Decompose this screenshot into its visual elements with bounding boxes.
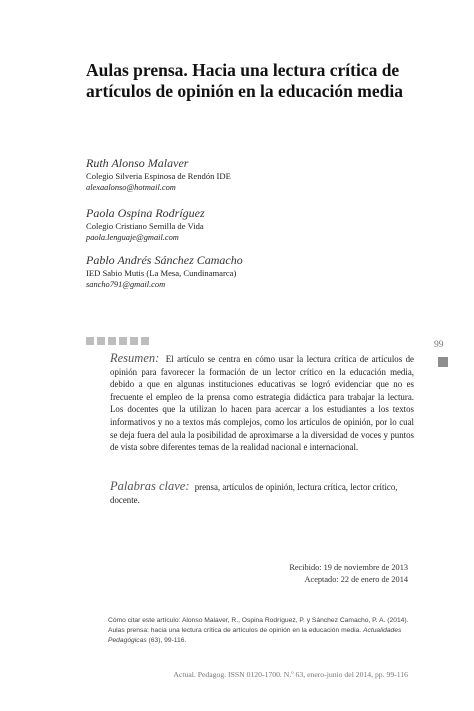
citation-suffix: (63), 99-116. [148, 637, 187, 644]
keywords [110, 480, 414, 507]
author-affiliation: Colegio Cristiano Semilla de Vida [86, 221, 204, 231]
author-block [86, 206, 416, 244]
keywords-text: prensa, artículos de opinión, lectura crítica, lector crítico, docente. [110, 482, 398, 505]
received-date: Recibido: 19 de noviembre de 2013 [289, 563, 408, 572]
journal-footer: Actual. Pedagog. ISSN 0120-1700. N.º 63, enero-junio del 2014, pp. 99-116 [173, 670, 408, 679]
citation-journal: Actualidades Pedagógicas [108, 627, 402, 644]
author-affiliation: Colegio Silveria Espinosa de Rendón IDE [86, 171, 231, 181]
decorative-square [119, 337, 127, 345]
citation-note [108, 616, 418, 646]
author-email: paola.lenguaje@gmail.com [86, 233, 179, 242]
accepted-date: Aceptado: 22 de enero de 2014 [304, 575, 408, 584]
author-name: Pablo Andrés Sánchez Camacho [86, 253, 243, 267]
article-title: Aulas prensa. Hacia una lectura crítica de artículos de opinión en la educación media [86, 60, 403, 101]
decorative-square [108, 337, 116, 345]
author-email: sancho791@gmail.com [86, 280, 166, 289]
author-name: Ruth Alonso Malaver [86, 156, 189, 170]
decorative-square [141, 337, 149, 345]
decorative-squares [86, 337, 149, 345]
decorative-square [86, 337, 94, 345]
abstract-label: Resumen: [110, 351, 160, 365]
decorative-square [130, 337, 138, 345]
decorative-square [97, 337, 105, 345]
abstract-text: El artículo se centra en cómo usar la lectura crítica de artículos de opinión para favorecer la formación de un lector crítico en la educación media, debido a que en algunas instituciones educativas se logró evidenciar que no es frecuente el empleo de la prensa como estrategia didáctica para trabajar la lectura. Los docentes que la utilizan lo hacen para acercar a los estudiantes a los textos informativos y no a textos más complejos, como los artículos de opinión, por lo cual se deja fuera del aula la posibilidad de aproximarse a la diversidad de voces y puntos de vista sobre diferentes temas de la realidad nacional e internacional. [110, 354, 415, 453]
article-dates [289, 562, 408, 586]
author-name: Paola Ospina Rodríguez [86, 206, 205, 220]
author-email: alexaalonso@hotmail.com [86, 183, 176, 192]
keywords-label: Palabras clave: [110, 479, 190, 493]
citation-prefix: Cómo citar este artículo: Alonso Malaver, R., Ospina Rodríguez, P. y Sánchez Camacho, P. A. (2014). Aulas prensa: hacia una lectura crítica de artículos de opinión en la educación media. [108, 617, 409, 634]
page-number: 99 [434, 340, 444, 350]
author-affiliation: IED Sabio Mutis (La Mesa, Cundinamarca) [86, 268, 237, 278]
abstract [110, 352, 414, 454]
author-block [86, 156, 416, 194]
page-marker-box [438, 357, 448, 367]
author-block [86, 253, 416, 291]
